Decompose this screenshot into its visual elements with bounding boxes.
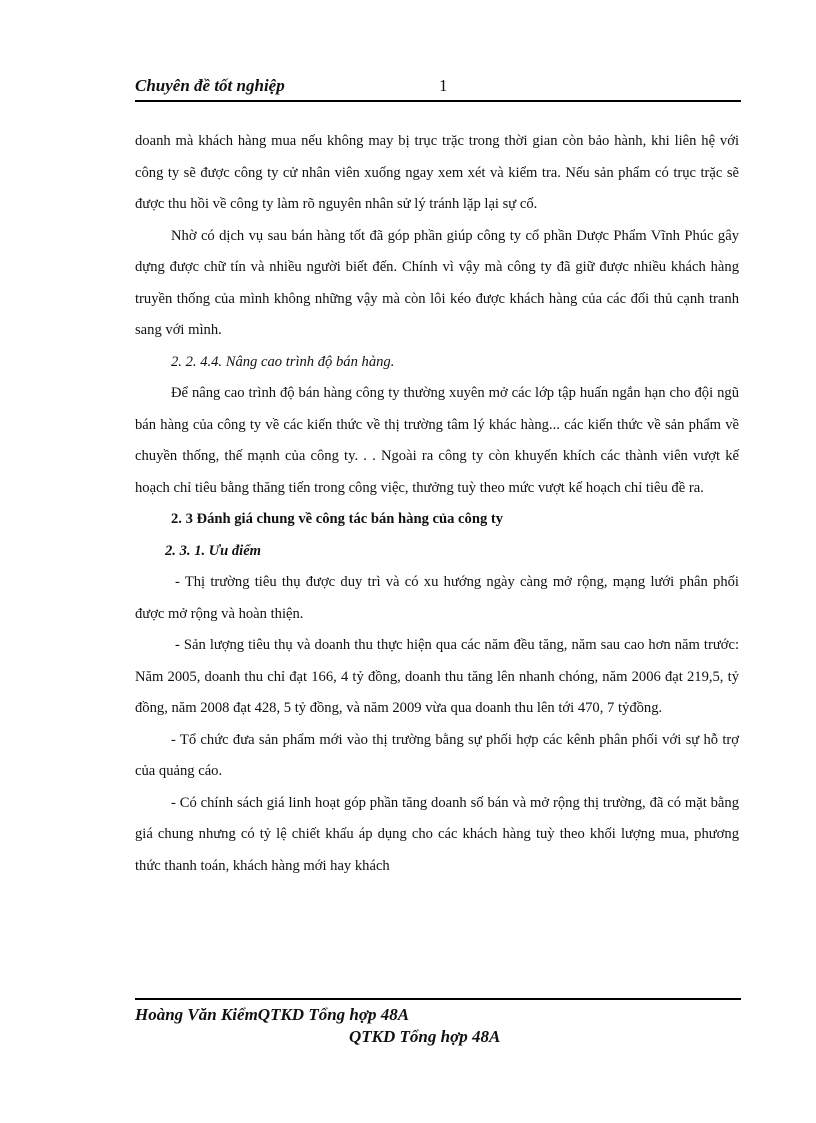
bullet-new-products: - Tổ chức đưa sản phẩm mới vào thị trường bằng sự phối hợp các kênh phân phối với sự hỗ trợ của quảng cáo.	[135, 731, 739, 779]
section-heading-2-2-4-4: 2. 2. 4.4. Nâng cao trình độ bán hàng.	[171, 353, 395, 370]
body-text	[135, 126, 739, 882]
page-header	[135, 76, 741, 102]
bullet-pricing: - Có chính sách giá linh hoạt góp phần tăng doanh số bán và mở rộng thị trường, đã có mặt bằng giá chung nhưng có tỷ lệ chiết khấu áp dụng cho các khách hàng tuỳ theo khối lượng mua, phương thức thanh toán, khách hàng mới hay khách	[135, 794, 739, 874]
section-heading-2-3-1: 2. 3. 1. Ưu điểm	[165, 542, 262, 559]
header-title: Chuyên đề tốt nghiệp	[135, 76, 285, 95]
footer-author: Hoàng Văn KiểmQTKD Tổng hợp 48A	[135, 1005, 410, 1024]
section-heading-2-3: 2. 3 Đánh giá chung về công tác bán hàng của công ty	[171, 511, 504, 527]
paragraph-sales-training: Để nâng cao trình độ bán hàng công ty thường xuyên mở các lớp tập huấn ngắn hạn cho đội ngũ bán hàng của công ty về các kiến thức về thị trường tâm lý khác hàng... các kiến thức về sản phẩm về chuyền thống, thế mạnh của công ty. . . Ngoài ra công ty còn khuyến khích các thành viên vượt kế hoạch chỉ tiêu bằng thăng tiến trong công việc, thưởng tuỳ theo mức vượt kế hoạch chỉ tiêu đề ra.	[135, 385, 739, 496]
bullet-market: - Thị trường tiêu thụ được duy trì và có xu hướng ngày càng mở rộng, mạng lưới phân phối được mở rộng và hoàn thiện.	[135, 574, 739, 622]
paragraph-after-sales: Nhờ có dịch vụ sau bán hàng tốt đã góp phần giúp công ty cổ phần Dược Phẩm Vĩnh Phúc gây dựng được chữ tín và nhiều người biết đến. Chính vì vậy mà công ty đã giữ được nhiều khách hàng truyền thống của mình không những vậy mà còn lôi kéo được khách hàng của các đối thủ cạnh tranh sang với mình.	[135, 227, 739, 338]
footer-divider	[135, 998, 741, 1000]
footer-class: QTKD Tổng hợp 48A	[349, 1027, 501, 1046]
paragraph-warranty: doanh mà khách hàng mua nếu không may bị trục trặc trong thời gian còn bảo hành, khi liên hệ với công ty sẽ được công ty cử nhân viên xuống ngay xem xét và kiểm tra. Nếu sản phẩm có trục trặc sẽ được thu hồi về công ty làm rõ nguyên nhân sử lý tránh lặp lại sự cố.	[135, 133, 739, 212]
bullet-revenue: - Sản lượng tiêu thụ và doanh thu thực hiện qua các năm đều tăng, năm sau cao hơn năm trước: Năm 2005, doanh thu chỉ đạt 166, 4 tỷ đồng, doanh thu tăng lên nhanh chóng, năm 2006 đạt 219,5, tỷ đồng, năm 2008 đạt 428, 5 tỷ đồng, và năm 2009 vừa qua doanh thu lên tới 470, 7 tỷđồng.	[135, 637, 739, 716]
page-number: 1	[439, 76, 448, 95]
